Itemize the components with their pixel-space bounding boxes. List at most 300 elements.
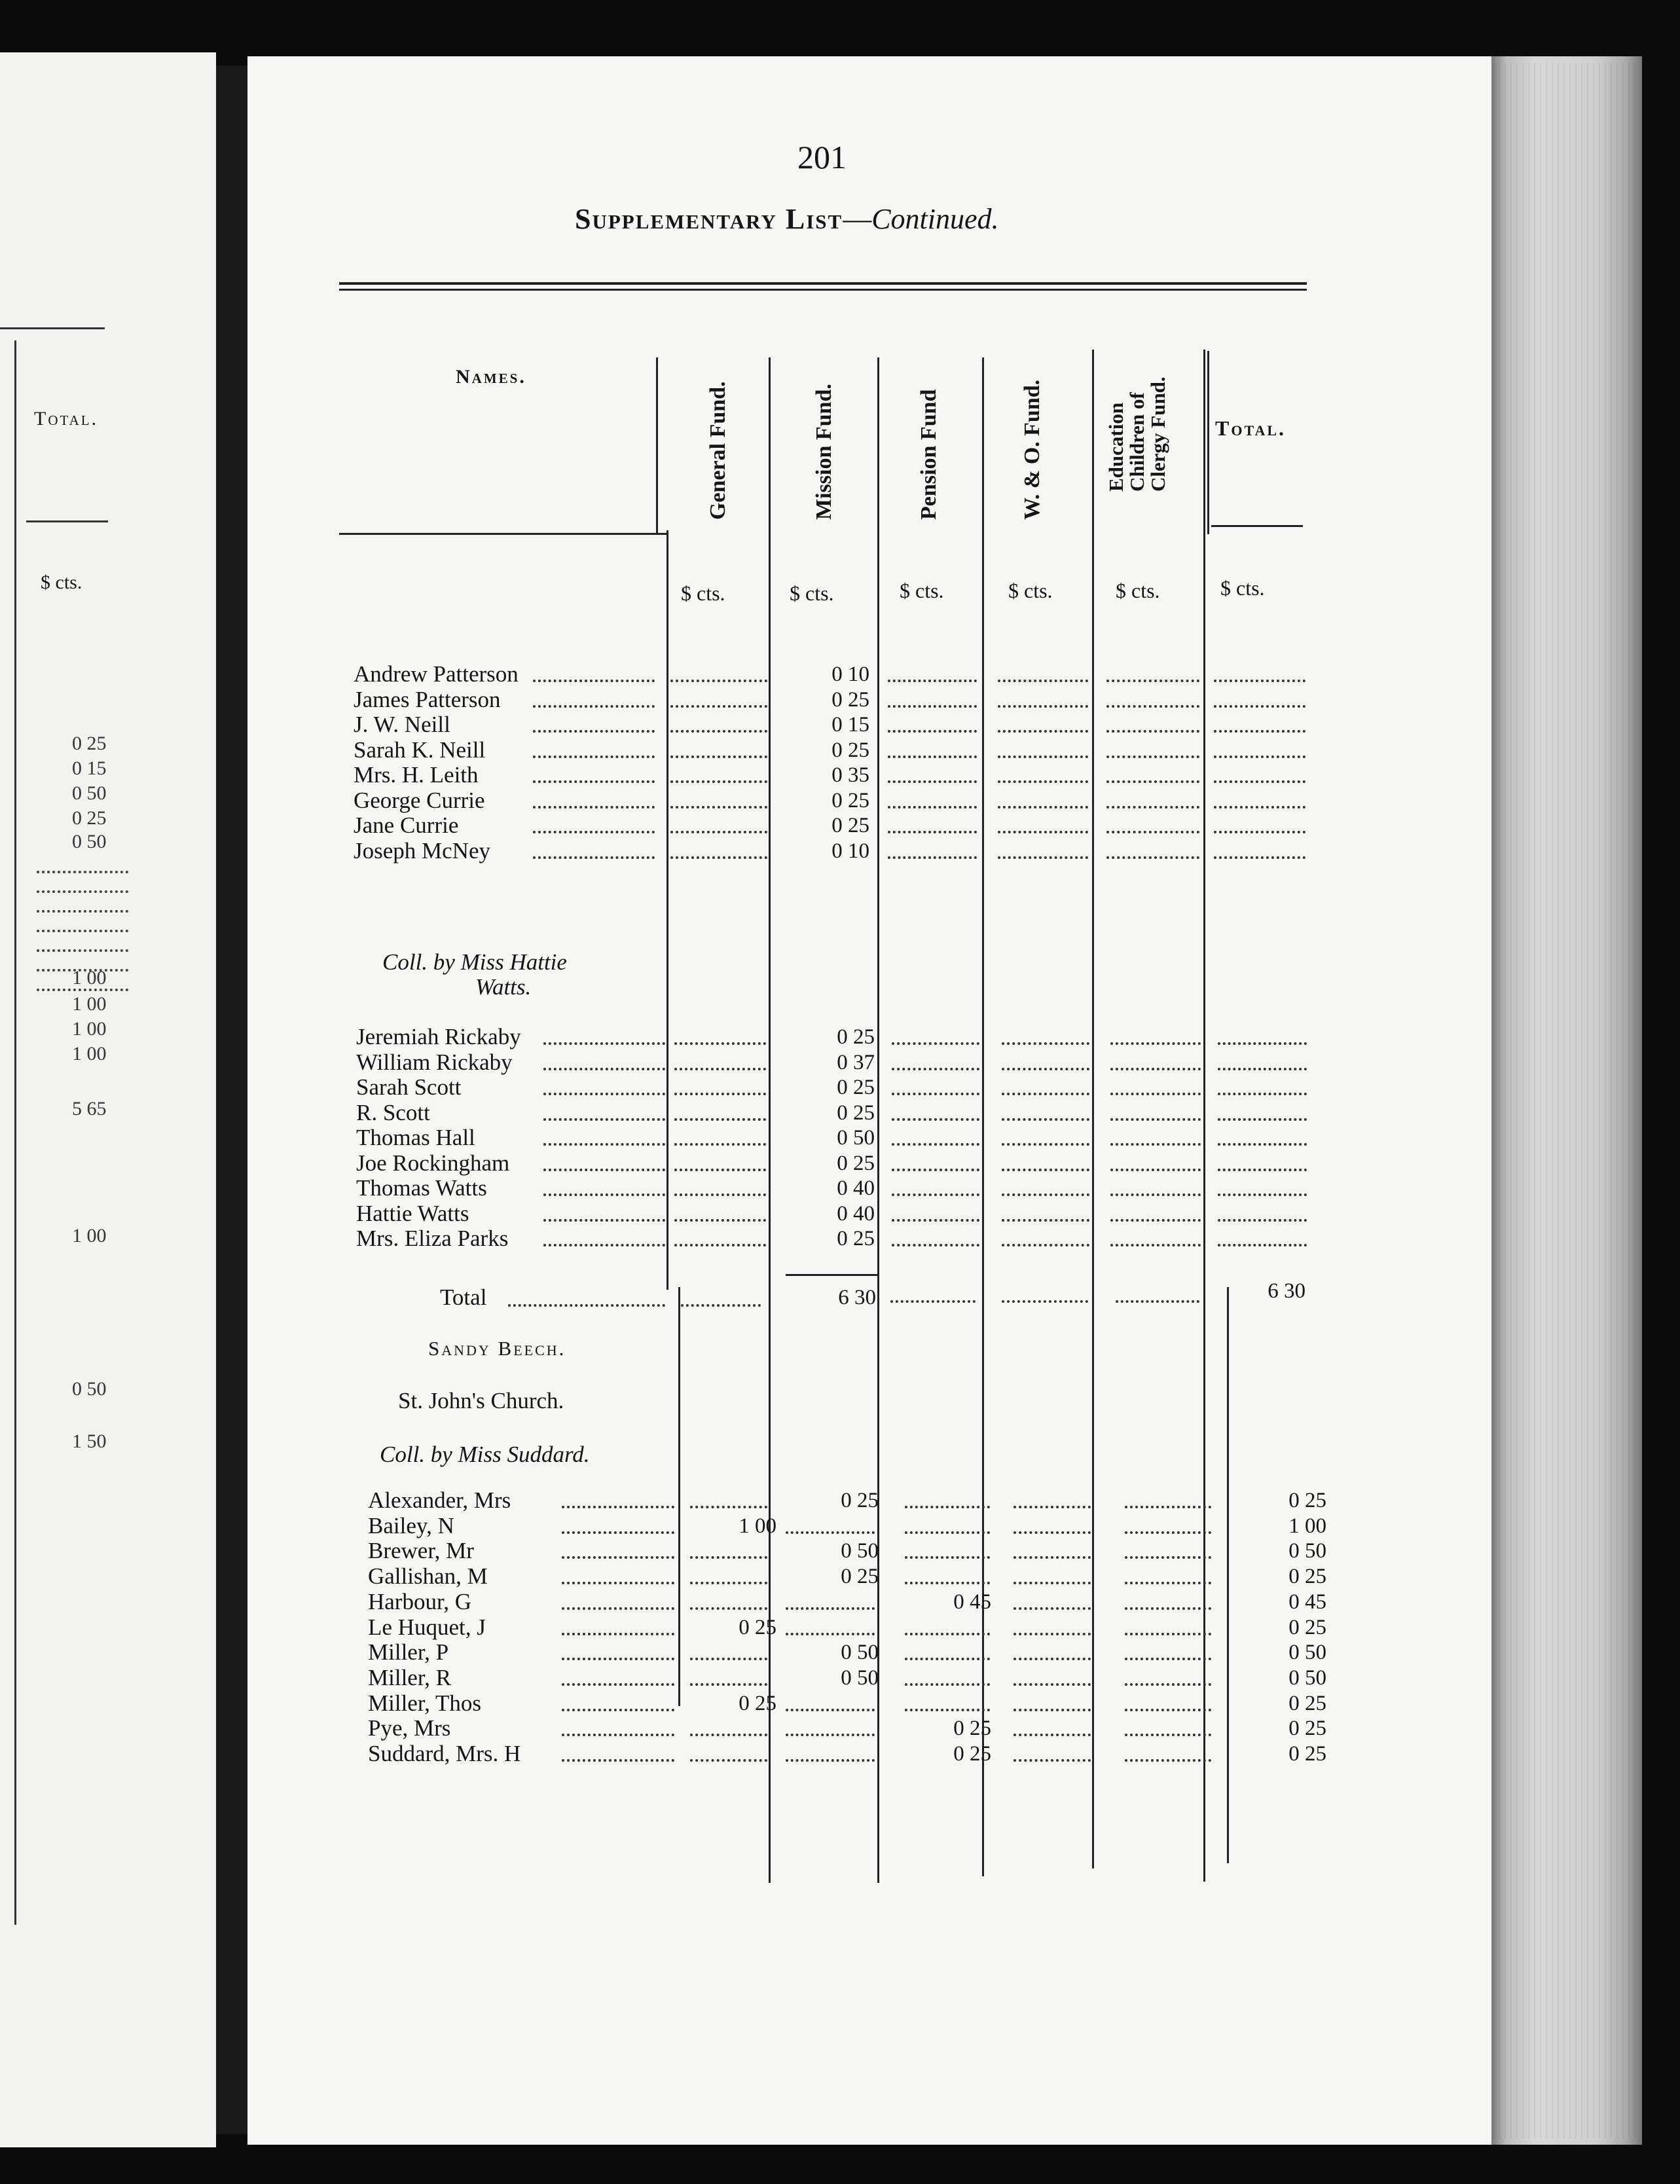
row-leader-general <box>690 1582 767 1584</box>
row-leader-pension <box>888 755 977 758</box>
row-leader-general <box>690 1506 767 1508</box>
row-leader-total <box>1218 1169 1307 1171</box>
row-name: Sarah Scott <box>356 1074 462 1100</box>
row-mission-value: 0 25 <box>831 738 869 762</box>
left-page-leader <box>37 910 128 913</box>
row-leader-mission <box>786 1633 875 1635</box>
header-education-3: Clergy Fund. <box>1146 376 1169 492</box>
row-leader-mission <box>786 1607 875 1610</box>
header-education-2: Children of <box>1125 392 1148 492</box>
row-leader-general <box>690 1683 767 1686</box>
row-leader-general <box>690 1556 767 1559</box>
row-leader-pension <box>905 1582 990 1584</box>
row-leader-wo <box>1013 1734 1091 1736</box>
row-leader-pension <box>905 1658 990 1660</box>
left-page-value: 0 25 <box>72 733 107 754</box>
row-leader-education <box>1110 1193 1201 1196</box>
left-page-value: 1 00 <box>72 993 107 1015</box>
left-page-leader <box>37 930 128 932</box>
row-name: R. Scott <box>356 1099 430 1125</box>
row-leader-general <box>670 755 767 758</box>
row-name: William Rickaby <box>356 1049 513 1075</box>
row-leader-wo <box>998 705 1088 708</box>
collector-heading-suddard: Coll. by Miss Suddard. <box>380 1442 590 1467</box>
left-page-leader <box>37 969 128 972</box>
row-leader-education <box>1106 755 1199 758</box>
row-leader-total <box>1214 730 1306 733</box>
header-names: Names. <box>456 366 526 388</box>
row-name-leader <box>543 1068 665 1070</box>
row-leader-total <box>1214 831 1306 833</box>
left-page-col-line <box>14 340 16 1925</box>
row-leader-wo <box>1002 1244 1089 1247</box>
row-name-leader <box>562 1607 674 1610</box>
row-leader-education <box>1125 1683 1211 1686</box>
row-name-leader <box>543 1169 665 1171</box>
row-mission-value: 0 40 <box>837 1201 875 1226</box>
unit-wo: $ cts. <box>1008 579 1053 602</box>
row-mission-value: 0 25 <box>837 1025 875 1049</box>
row-leader-wo <box>1002 1042 1089 1045</box>
row-name-leader <box>543 1244 665 1247</box>
row-name: Jeremiah Rickaby <box>356 1024 521 1049</box>
col-line-pension-2 <box>982 357 984 1876</box>
header-wo-fund: W. & O. Fund. <box>1020 379 1044 520</box>
row-leader-total <box>1218 1118 1307 1121</box>
total-mission: 6 30 <box>838 1286 876 1309</box>
row-leader-wo <box>1013 1633 1091 1635</box>
left-page-value: 0 25 <box>72 807 107 829</box>
row-mission-value: 0 50 <box>841 1539 879 1563</box>
row-name: J. W. Neill <box>354 712 450 737</box>
row-name: Le Huquet, J <box>368 1614 486 1640</box>
total-leader-wo <box>1002 1300 1088 1303</box>
row-name-leader <box>533 705 655 708</box>
row-leader-wo <box>1002 1143 1089 1146</box>
total-leader <box>508 1304 665 1307</box>
row-name-leader <box>562 1734 674 1736</box>
left-page-value: 0 50 <box>72 782 107 804</box>
row-mission-value: 0 25 <box>841 1489 879 1512</box>
collector-heading-hattie-1: Coll. by Miss Hattie <box>382 949 567 975</box>
total-leader-pension <box>890 1300 976 1303</box>
row-mission-value: 0 35 <box>831 763 869 787</box>
row-leader-education <box>1110 1143 1201 1146</box>
row-leader-general <box>670 705 767 708</box>
row-leader-general <box>690 1759 767 1762</box>
row-name: Miller, R <box>368 1664 451 1690</box>
total-total: 6 30 <box>1268 1279 1306 1303</box>
row-name-leader <box>543 1219 665 1222</box>
row-leader-education <box>1110 1068 1201 1070</box>
row-leader-pension <box>892 1143 979 1146</box>
row-leader-education <box>1125 1734 1211 1736</box>
row-leader-general <box>670 806 767 809</box>
row-leader-wo <box>998 806 1088 809</box>
row-leader-total <box>1214 856 1306 859</box>
left-page-value: 5 65 <box>72 1098 107 1119</box>
row-leader-wo <box>1013 1556 1091 1559</box>
col-line-names <box>656 357 658 534</box>
page <box>247 56 1491 2145</box>
row-name-leader <box>533 806 655 809</box>
row-name-leader <box>543 1118 665 1121</box>
header-bottom-rule <box>339 533 667 535</box>
total-rule-mission <box>786 1274 879 1276</box>
row-mission-value: 0 10 <box>831 663 869 686</box>
row-name: Joe Rockingham <box>356 1150 510 1176</box>
row-name: Mrs. H. Leith <box>354 762 479 788</box>
row-leader-wo <box>998 680 1088 682</box>
row-leader-pension <box>892 1042 979 1045</box>
row-name: Joseph McNey <box>354 837 490 864</box>
row-leader-pension <box>892 1169 979 1171</box>
left-page-leader <box>37 989 128 991</box>
row-leader-mission <box>786 1759 875 1762</box>
total-leader-education <box>1116 1300 1199 1303</box>
row-leader-education <box>1125 1633 1211 1635</box>
row-leader-pension <box>888 730 977 733</box>
row-leader-wo <box>1013 1683 1091 1686</box>
row-mission-value: 0 25 <box>831 687 869 712</box>
header-mission-fund: Mission Fund. <box>812 384 836 520</box>
left-page-value: 0 50 <box>72 831 107 852</box>
row-leader-general <box>670 831 767 833</box>
row-leader-general <box>674 1169 766 1171</box>
row-leader-general <box>674 1193 766 1196</box>
col-line-education <box>1203 350 1205 1882</box>
row-leader-wo <box>998 755 1088 758</box>
page-title-main: Supplementary List <box>575 203 843 235</box>
row-leader-wo <box>1013 1709 1091 1711</box>
row-leader-total <box>1218 1193 1307 1196</box>
row-leader-wo <box>1002 1118 1089 1121</box>
row-leader-general <box>670 730 767 733</box>
left-page-value: 1 50 <box>72 1430 107 1452</box>
row-total-value: 0 50 <box>1288 1665 1326 1690</box>
row-mission-value: 0 25 <box>841 1565 879 1589</box>
row-name: Jane Currie <box>354 812 459 838</box>
row-leader-general <box>674 1219 766 1222</box>
row-name-leader <box>543 1042 665 1045</box>
unit-mission: $ cts. <box>790 581 834 605</box>
row-leader-education <box>1106 780 1199 783</box>
row-mission-value: 0 50 <box>841 1665 879 1690</box>
row-leader-total <box>1218 1093 1307 1095</box>
row-mission-value: 0 25 <box>831 814 869 837</box>
row-leader-pension <box>892 1068 979 1070</box>
row-leader-wo <box>1013 1607 1091 1610</box>
row-leader-pension <box>905 1683 990 1686</box>
page-stack-lines <box>1493 63 1637 2138</box>
row-leader-general <box>670 856 767 859</box>
row-total-value: 0 45 <box>1288 1590 1326 1614</box>
row-name-leader <box>562 1633 674 1635</box>
row-leader-education <box>1125 1531 1211 1534</box>
row-leader-general <box>674 1118 766 1121</box>
row-mission-value: 0 25 <box>837 1076 875 1099</box>
row-leader-general <box>674 1068 766 1070</box>
row-leader-mission <box>786 1734 875 1736</box>
row-leader-pension <box>892 1219 979 1222</box>
row-leader-education <box>1110 1093 1201 1095</box>
row-total-value: 0 25 <box>1288 1717 1326 1741</box>
row-name-leader <box>562 1709 674 1711</box>
total-leader-general <box>681 1304 761 1307</box>
unit-total: $ cts. <box>1220 576 1265 600</box>
row-leader-total <box>1214 806 1306 809</box>
row-name: Gallishan, M <box>368 1563 488 1590</box>
row-leader-pension <box>888 680 977 682</box>
row-name: Bailey, N <box>368 1512 454 1538</box>
row-leader-pension <box>905 1633 990 1635</box>
row-general-value: 1 00 <box>739 1514 776 1538</box>
header-pension-fund: Pension Fund <box>917 389 941 520</box>
left-page-total-header: Total. <box>34 408 99 429</box>
row-name: Mrs. Eliza Parks <box>356 1226 509 1251</box>
header-total: Total. <box>1215 416 1287 440</box>
row-general-value: 0 25 <box>739 1691 776 1715</box>
col-line-general <box>667 530 668 1290</box>
row-name: Miller, P <box>368 1639 449 1665</box>
row-leader-education <box>1106 705 1199 708</box>
row-name-leader <box>543 1193 665 1196</box>
row-mission-value: 0 25 <box>837 1227 875 1250</box>
top-rule <box>339 282 1307 285</box>
row-total-value: 0 25 <box>1288 1489 1326 1512</box>
heading-church: St. John's Church. <box>398 1388 564 1413</box>
row-leader-education <box>1106 680 1199 682</box>
row-name-leader <box>543 1093 665 1095</box>
row-leader-education <box>1125 1556 1211 1559</box>
row-name-leader <box>562 1683 674 1686</box>
row-name-leader <box>533 680 655 682</box>
row-leader-pension <box>888 806 977 809</box>
left-page-unit: $ cts. <box>41 572 82 593</box>
row-mission-value: 0 10 <box>831 839 869 863</box>
row-pension-value: 0 45 <box>953 1590 991 1614</box>
row-leader-pension <box>892 1118 979 1121</box>
row-leader-education <box>1125 1607 1211 1610</box>
row-total-value: 0 50 <box>1288 1539 1326 1563</box>
row-mission-value: 0 25 <box>831 788 869 812</box>
row-general-value: 0 25 <box>739 1615 776 1639</box>
row-name: Thomas Hall <box>356 1125 475 1150</box>
row-leader-wo <box>998 780 1088 783</box>
row-leader-general <box>670 780 767 783</box>
row-leader-general <box>690 1607 767 1610</box>
row-mission-value: 0 25 <box>837 1151 875 1175</box>
page-title-continued: Continued. <box>871 203 999 235</box>
row-leader-pension <box>888 831 977 833</box>
row-name: Hattie Watts <box>356 1200 469 1226</box>
row-leader-education <box>1125 1658 1211 1660</box>
row-leader-pension <box>888 705 977 708</box>
row-leader-total <box>1214 780 1306 783</box>
header-education-1: Education <box>1105 402 1127 492</box>
row-pension-value: 0 25 <box>953 1717 991 1741</box>
row-total-value: 0 25 <box>1288 1742 1326 1766</box>
unit-pension: $ cts. <box>900 579 944 602</box>
row-leader-wo <box>1002 1193 1089 1196</box>
row-name: Thomas Watts <box>356 1175 487 1201</box>
row-leader-education <box>1106 806 1199 809</box>
row-leader-education <box>1125 1506 1211 1508</box>
row-leader-general <box>670 680 767 682</box>
row-leader-education <box>1106 856 1199 859</box>
row-name-leader <box>533 831 655 833</box>
row-leader-general <box>674 1042 766 1045</box>
row-leader-education <box>1125 1709 1211 1711</box>
row-name: Pye, Mrs <box>368 1715 451 1741</box>
row-name: Suddard, Mrs. H <box>368 1741 521 1766</box>
heading-sandy-beech: Sandy Beech. <box>428 1337 566 1360</box>
row-total-value: 1 00 <box>1288 1514 1326 1538</box>
row-leader-total <box>1214 705 1306 708</box>
row-leader-pension <box>892 1093 979 1095</box>
row-name: Alexander, Mrs <box>368 1487 511 1513</box>
row-leader-wo <box>1002 1219 1089 1222</box>
row-leader-pension <box>892 1244 979 1247</box>
row-leader-wo <box>998 856 1088 859</box>
col-line-right <box>1227 1287 1229 1863</box>
row-leader-total <box>1218 1143 1307 1146</box>
row-total-value: 0 25 <box>1288 1691 1326 1715</box>
row-leader-wo <box>1002 1169 1089 1171</box>
row-leader-pension <box>905 1531 990 1534</box>
row-leader-education <box>1110 1244 1201 1247</box>
row-leader-wo <box>1013 1531 1091 1534</box>
row-name-leader <box>533 856 655 859</box>
row-leader-total <box>1218 1219 1307 1222</box>
page-title-dash: — <box>843 203 872 235</box>
row-leader-pension <box>905 1709 990 1711</box>
row-leader-wo <box>1013 1658 1091 1660</box>
row-name: George Currie <box>354 787 485 813</box>
row-leader-education <box>1125 1759 1211 1762</box>
row-mission-value: 0 50 <box>841 1641 879 1665</box>
row-leader-total <box>1214 755 1306 758</box>
row-name-leader <box>533 730 655 733</box>
row-name-leader <box>562 1582 674 1584</box>
row-name-leader <box>562 1759 674 1762</box>
row-leader-wo <box>1013 1506 1091 1508</box>
row-leader-wo <box>1013 1759 1091 1762</box>
row-pension-value: 0 25 <box>953 1742 991 1766</box>
row-leader-education <box>1106 730 1199 733</box>
row-leader-total <box>1218 1042 1307 1045</box>
row-mission-value: 0 37 <box>837 1050 875 1074</box>
row-name: Andrew Patterson <box>354 661 519 687</box>
row-leader-wo <box>998 730 1088 733</box>
unit-education: $ cts. <box>1116 579 1160 602</box>
row-leader-education <box>1125 1582 1211 1584</box>
row-total-value: 0 25 <box>1288 1615 1326 1639</box>
row-name: Miller, Thos <box>368 1690 481 1716</box>
row-leader-mission <box>786 1531 875 1534</box>
row-leader-education <box>1110 1042 1201 1045</box>
row-leader-general <box>674 1143 766 1146</box>
row-name: Sarah K. Neill <box>354 737 486 763</box>
row-leader-general <box>690 1734 767 1736</box>
row-total-value: 0 25 <box>1288 1565 1326 1589</box>
left-page-mid-rule <box>26 520 108 522</box>
page-title <box>575 203 999 236</box>
row-leader-total <box>1218 1244 1307 1247</box>
row-leader-total <box>1214 680 1306 682</box>
row-leader-wo <box>1002 1093 1089 1095</box>
left-page-value: 0 15 <box>72 757 107 779</box>
row-leader-education <box>1110 1219 1201 1222</box>
page-number: 201 <box>797 139 847 175</box>
book-spine <box>216 65 247 2134</box>
col-line-mission <box>769 357 771 1883</box>
previous-page <box>0 52 216 2147</box>
left-page-value: 1 00 <box>72 1225 107 1247</box>
row-name: Brewer, Mr <box>368 1538 474 1564</box>
left-page-leader <box>37 871 128 873</box>
row-name-leader <box>562 1556 674 1559</box>
row-mission-value: 0 50 <box>837 1126 875 1150</box>
unit-general: $ cts. <box>681 581 725 605</box>
left-page-value: 0 50 <box>72 1378 107 1400</box>
col-line-wo <box>1092 350 1094 1868</box>
row-leader-general <box>674 1093 766 1095</box>
top-rule-2 <box>339 289 1307 291</box>
row-leader-wo <box>1013 1582 1091 1584</box>
row-mission-value: 0 40 <box>837 1176 875 1200</box>
row-name-leader <box>533 755 655 758</box>
row-leader-mission <box>786 1709 875 1711</box>
row-name-leader <box>562 1658 674 1660</box>
row-leader-education <box>1106 831 1199 833</box>
left-page-value: 1 00 <box>72 967 107 989</box>
row-total-value: 0 50 <box>1288 1641 1326 1665</box>
row-leader-education <box>1110 1169 1201 1171</box>
row-name-leader <box>562 1531 674 1534</box>
row-leader-pension <box>892 1193 979 1196</box>
row-leader-wo <box>1002 1068 1089 1070</box>
collector-heading-hattie-2: Watts. <box>475 974 532 1000</box>
row-name: James Patterson <box>354 686 501 712</box>
row-mission-value: 0 25 <box>837 1101 875 1125</box>
row-leader-wo <box>998 831 1088 833</box>
row-mission-value: 0 15 <box>831 713 869 737</box>
row-leader-total <box>1218 1068 1307 1070</box>
left-page-leader <box>37 890 128 893</box>
row-leader-general <box>690 1658 767 1660</box>
row-leader-pension <box>888 856 977 859</box>
col-line-total <box>1207 351 1209 534</box>
total-label: Total <box>440 1284 487 1310</box>
row-leader-general <box>674 1244 766 1247</box>
left-page-top-rule <box>0 327 105 329</box>
row-leader-pension <box>905 1556 990 1559</box>
row-name-leader <box>533 780 655 783</box>
left-page-value: 1 00 <box>72 1018 107 1040</box>
row-leader-pension <box>905 1506 990 1508</box>
row-name-leader <box>543 1143 665 1146</box>
row-name: Harbour, G <box>368 1588 471 1614</box>
row-leader-pension <box>888 780 977 783</box>
left-page-leader <box>37 949 128 952</box>
row-name-leader <box>562 1506 674 1508</box>
header-bottom-rule-total <box>1211 525 1303 527</box>
left-page-value: 1 00 <box>72 1043 107 1065</box>
header-general-fund: General Fund. <box>706 381 730 520</box>
col-line-general-low <box>678 1287 680 1706</box>
row-leader-education <box>1110 1118 1201 1121</box>
